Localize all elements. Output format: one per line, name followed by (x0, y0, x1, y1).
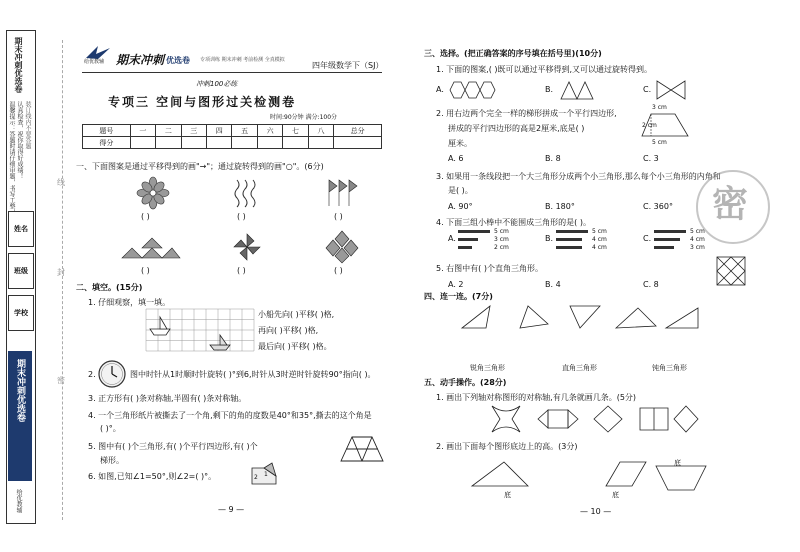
score-input-cell[interactable] (283, 137, 308, 149)
score-input-cell[interactable] (257, 137, 282, 149)
q1-answer-1[interactable]: ( ) (141, 212, 150, 221)
symmetric-shapes-figure (490, 404, 700, 434)
q1-answer-4[interactable]: ( ) (141, 266, 150, 275)
diamond-grid-figure (322, 230, 362, 264)
header-tagline: 专项训练 期末冲刺 考前检测 全真模拟 (200, 57, 285, 63)
confidential-stamp-text: 密 (712, 184, 749, 225)
score-table (82, 124, 382, 149)
q3-2-prompt-c: 厘米。 (448, 139, 472, 148)
stick (556, 238, 582, 241)
stick (654, 246, 674, 249)
score-cell: 八 (308, 125, 333, 137)
score-input-cell[interactable] (130, 137, 155, 149)
logo-wings-icon (84, 44, 114, 60)
score-cell: 一 (130, 125, 155, 137)
pinwheel-figure (232, 232, 262, 262)
q2-2-number: 2. (88, 370, 96, 379)
score-input-cell[interactable] (232, 137, 257, 149)
triangle-chain-figure (560, 80, 594, 100)
stick (654, 230, 686, 233)
obtuse-triangle-label: 钝角三角形 (652, 364, 687, 372)
q3-3-prompt-a: 3. 如果用一条线段把一个大三角形分成两个小三角形,那么每个小三角形的内角和 (436, 172, 721, 181)
header-grade: 四年级数学下（SJ） (312, 61, 384, 70)
boat-grid-figure (146, 309, 254, 351)
trapezoid-bottom-label: 5 cm (652, 139, 667, 146)
score-cell: 题号 (83, 125, 131, 137)
sidebar-tip-1: 温馨提示：答题时请仔细审题，书写工整， (8, 101, 15, 215)
trapezoid-base-label: 底 (674, 459, 681, 467)
gutter-line (62, 40, 63, 520)
score-cell: 五 (232, 125, 257, 137)
score-table-score-row (83, 137, 382, 149)
q3-2-option-a[interactable]: A. 6 (448, 154, 464, 163)
sidebar-brand-banner (8, 351, 32, 481)
score-cell: 六 (257, 125, 282, 137)
triangles-row-figure (120, 234, 180, 260)
sidebar-tip-2: 认真检查，祝你取得好成绩！ (16, 101, 23, 179)
sidebar (6, 30, 36, 524)
q3-1-option-a[interactable]: A. (436, 85, 444, 94)
q3-5-option-a[interactable]: A. 2 (448, 280, 464, 289)
stick (556, 230, 588, 233)
q3-3-option-a[interactable]: A. 90° (448, 202, 473, 211)
q5-heading: 五、动手操作。(28分) (424, 378, 507, 387)
q2-4-prompt-b: ( )°。 (100, 424, 121, 433)
trapezoid-height-label: 2 cm (642, 122, 657, 129)
gutter-mark-2: 封 (57, 268, 65, 277)
q3-1-option-c[interactable]: C. (643, 85, 652, 94)
composite-shape-figure (340, 436, 384, 462)
q3-3-option-b[interactable]: B. 180° (545, 202, 575, 211)
gutter-mark-3: 密 (57, 376, 65, 385)
bowtie-figure (656, 80, 686, 100)
header-logo-suffix: 优选卷 (166, 56, 190, 65)
q3-1-option-b[interactable]: B. (545, 85, 554, 94)
sidebar-brand: 期末冲刺优选卷 (14, 37, 23, 93)
stick (458, 238, 478, 241)
score-input-cell[interactable] (156, 137, 181, 149)
q3-5-prompt: 5. 右图中有( )个直角三角形。 (436, 264, 543, 273)
score-input-cell[interactable] (207, 137, 232, 149)
score-cell: 三 (181, 125, 206, 137)
hexagon-chain-figure (449, 80, 497, 100)
sidebar-brand-bottom: 期末冲刺优选卷 (15, 359, 25, 422)
confidential-stamp (696, 170, 770, 244)
q2-4-prompt-a: 4. 一个三角形纸片被撕去了一个角,剩下的角的度数是40°和35°,撕去的这个角是 (88, 411, 372, 420)
gutter-mark-1: 线 (57, 178, 65, 187)
q3-4-option-c[interactable]: C. (643, 234, 652, 243)
stick-label: 4 cm (592, 244, 607, 251)
school-field-label: 学校 (14, 309, 28, 317)
left-page-number: — 9 — (218, 505, 245, 514)
publisher-logo (84, 44, 114, 64)
draw-height-shapes-figure (470, 456, 720, 494)
stick (654, 238, 680, 241)
trapezoid-top-label: 3 cm (652, 104, 667, 111)
q5-2-prompt: 2. 画出下面每个图形底边上的高。(3分) (436, 442, 578, 451)
stick-label: 4 cm (592, 236, 607, 243)
q1-answer-5[interactable]: ( ) (237, 266, 246, 275)
score-cell: 得分 (83, 137, 131, 149)
q2-heading: 二、填空。(15分) (76, 283, 143, 292)
q5-1-prompt: 1. 画出下列轴对称图形的对称轴,有几条就画几条。(5分) (436, 393, 637, 402)
q3-5-option-b[interactable]: B. 4 (545, 280, 561, 289)
q4-heading: 四、连一连。(7分) (424, 292, 493, 301)
q2-1-prompt: 1. 仔细观察，填一填。 (88, 298, 171, 307)
q3-5-option-c[interactable]: C. 8 (643, 280, 659, 289)
name-field-label: 姓名 (14, 225, 28, 233)
q3-3-option-c[interactable]: C. 360° (643, 202, 673, 211)
q2-5-prompt-a: 5. 图中有( )个三角形,有( )个平行四边形,有( )个 (88, 442, 258, 451)
stick (458, 246, 472, 249)
q3-2-option-b[interactable]: B. 8 (545, 154, 561, 163)
q2-1-line-a: 小船先向( )平移( )格, (258, 310, 335, 319)
q1-prompt: 一、下面图案是通过平移得到的画"→"；通过旋转得到的画"○"。(6分) (76, 162, 324, 171)
q3-2-option-c[interactable]: C. 3 (643, 154, 659, 163)
time-score: 时间:90分钟 满分:100分 (270, 114, 338, 121)
stick (458, 230, 490, 233)
q3-1-prompt: 1. 下面的图案,( )既可以通过平移得到,又可以通过旋转得到。 (436, 65, 653, 74)
score-cell: 四 (207, 125, 232, 137)
name-field[interactable] (8, 211, 34, 247)
parallelogram-base-label: 底 (612, 491, 619, 499)
score-cell: 总分 (334, 125, 382, 137)
class-field[interactable] (8, 253, 34, 289)
q3-4-option-b[interactable]: B. (545, 234, 554, 243)
class-field-label: 班级 (14, 267, 28, 275)
header-sub-banner: 冲刺100必练 (196, 80, 238, 88)
score-cell: 二 (156, 125, 181, 137)
score-cell: 七 (283, 125, 308, 137)
right-triangle-label: 直角三角形 (562, 364, 597, 372)
stick-label: 4 cm (690, 236, 705, 243)
stick-label: 5 cm (690, 228, 705, 235)
stick-label: 5 cm (592, 228, 607, 235)
q2-1-line-b: 再向( )平移( )格, (258, 326, 319, 335)
header-publisher: 给优教辅 (84, 59, 105, 65)
flags-figure (326, 178, 362, 208)
flower-pattern-figure (133, 177, 173, 209)
page-title: 专项三 空间与图形过关检测卷 (108, 95, 297, 109)
stick-label: 3 cm (690, 244, 705, 251)
score-input-cell[interactable] (308, 137, 333, 149)
score-input-cell[interactable] (334, 137, 382, 149)
school-field[interactable] (8, 295, 34, 331)
square-diagonals-figure (716, 256, 746, 286)
acute-triangle-label: 锐角三角形 (470, 364, 505, 372)
sidebar-seal-label: 装订线内不要答题 (24, 101, 31, 149)
q3-2-prompt-a: 2. 用右边两个完全一样的梯形拼成一个平行四边形, (436, 109, 617, 118)
q1-answer-3[interactable]: ( ) (334, 212, 343, 221)
score-table-header-row (83, 125, 382, 137)
q2-3-prompt: 3. 正方形有( )条对称轴,半圆有( )条对称轴。 (88, 394, 247, 403)
q1-answer-2[interactable]: ( ) (237, 212, 246, 221)
angle-label-1: 1 (264, 471, 268, 478)
header-logo-text: 期末冲刺 (116, 53, 165, 67)
q2-1-line-c: 最后向( )平移( )格。 (258, 342, 332, 351)
q3-4-option-a[interactable]: A. (448, 234, 456, 243)
triangles-to-match-figure (460, 302, 700, 330)
stick-label: 5 cm (494, 228, 509, 235)
q1-answer-6[interactable]: ( ) (334, 266, 343, 275)
triangle-base-label: 底 (504, 491, 511, 499)
angle-label-2: 2 (254, 474, 258, 481)
q2-2-prompt: 图中时针从1时顺时针旋转( )°到6,时针从3时逆时针旋转90°指向( )。 (130, 370, 376, 379)
stick-label: 3 cm (494, 236, 509, 243)
q3-3-prompt-b: 是( )。 (448, 186, 473, 195)
stick-label: 2 cm (494, 244, 509, 251)
right-page-number: — 10 — (580, 507, 612, 516)
q2-5-prompt-b: 梯形。 (100, 456, 124, 465)
header-rule (82, 72, 382, 73)
stick (556, 246, 582, 249)
q3-2-prompt-b: 拼成的平行四边形的高是2厘米,底是( ) (448, 124, 585, 133)
q2-6-prompt: 6. 如图,已知∠1=50°,则∠2=( )°。 (88, 472, 217, 481)
q3-heading: 三、选择。(把正确答案的序号填在括号里)(10分) (424, 49, 602, 58)
wave-lines-figure (233, 178, 263, 208)
score-input-cell[interactable] (181, 137, 206, 149)
clock-icon (98, 360, 126, 388)
sidebar-publisher: 给优教辅 (15, 489, 22, 513)
q3-4-prompt: 4. 下面三组小棒中不能围成三角形的是( )。 (436, 218, 591, 227)
